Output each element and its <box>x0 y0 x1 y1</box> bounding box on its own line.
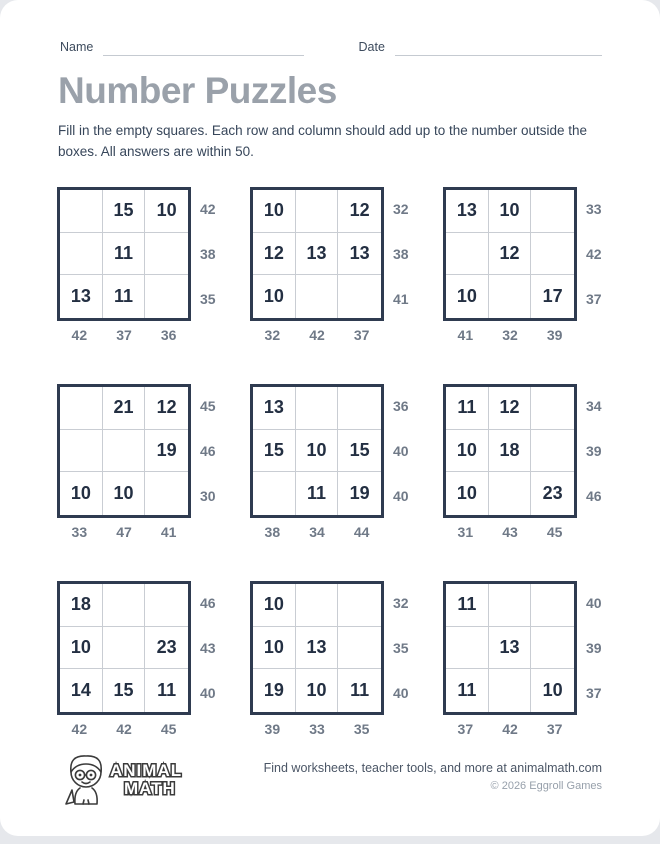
header-fields <box>60 40 602 56</box>
puzzle-3-cell-r1c3[interactable] <box>531 190 574 233</box>
logo-word-animal: ANIMAL <box>110 761 183 780</box>
puzzle-2-col-sum-3: 37 <box>353 327 370 344</box>
puzzle-9-row-sum-3: 37 <box>586 684 602 701</box>
puzzle-4-row-sum-1: 45 <box>200 398 216 415</box>
puzzle-8-cell-r1c3[interactable] <box>338 584 381 627</box>
puzzle-8-col-sum-3: 35 <box>353 721 370 738</box>
puzzle-3-cell-r3c1: 10 <box>446 275 489 318</box>
puzzles-grid <box>57 187 660 737</box>
puzzle-3-cell-r2c3[interactable] <box>531 233 574 276</box>
puzzle-1 <box>57 187 221 343</box>
puzzle-1-cell-r3c1: 13 <box>60 275 103 318</box>
puzzle-2-board <box>250 187 384 321</box>
puzzle-9 <box>443 581 607 737</box>
puzzle-7-col-sum-3: 45 <box>160 721 177 738</box>
puzzle-9-cell-r1c2[interactable] <box>489 584 532 627</box>
puzzle-3-cell-r1c1: 13 <box>446 190 489 233</box>
puzzle-7-row-sum-3: 40 <box>200 684 216 701</box>
puzzle-6-board <box>443 384 577 518</box>
puzzle-6-row-sum-2: 39 <box>586 443 602 460</box>
puzzle-3-col-sums <box>443 321 577 343</box>
puzzle-1-row-sum-3: 35 <box>200 290 216 307</box>
puzzle-2-row-sums <box>384 187 414 321</box>
puzzle-7-cell-r2c1: 10 <box>60 627 103 670</box>
puzzle-9-cell-r2c2: 13 <box>489 627 532 670</box>
puzzle-9-row-sum-2: 39 <box>586 640 602 657</box>
puzzle-6-cell-r3c3: 23 <box>542 483 563 504</box>
puzzle-6-col-sum-1: 31 <box>457 524 474 541</box>
footer <box>58 746 602 808</box>
puzzle-3-cell-r3c3: 17 <box>542 286 563 307</box>
puzzle-1-cell-r3c3[interactable] <box>145 275 188 318</box>
puzzle-1-row-sums <box>191 187 221 321</box>
puzzle-1-board <box>57 187 191 321</box>
puzzle-8-col-sum-1: 39 <box>264 721 281 738</box>
puzzle-9-row-sums <box>577 581 607 715</box>
puzzle-8-cell-r2c3[interactable] <box>338 627 381 670</box>
puzzle-2-row-sum-2: 38 <box>393 246 409 263</box>
puzzle-3-cell-r3c2[interactable] <box>489 275 532 318</box>
puzzle-1-row-sum-2: 38 <box>200 246 216 263</box>
puzzle-1-col-sum-3: 36 <box>160 327 177 344</box>
puzzle-3-board <box>443 187 577 321</box>
puzzle-4-cell-r1c3: 12 <box>145 387 188 430</box>
puzzle-6-row-sums <box>577 384 607 518</box>
puzzle-5-cell-r2c3: 15 <box>338 430 381 473</box>
puzzle-5-board <box>250 384 384 518</box>
puzzle-4-row-sum-2: 46 <box>200 443 216 460</box>
puzzle-7-cell-r3c2: 15 <box>103 669 146 712</box>
puzzle-5-row-sum-2: 40 <box>393 443 409 460</box>
puzzle-9-cell-r1c1: 11 <box>446 584 489 627</box>
puzzle-7-board <box>57 581 191 715</box>
puzzle-3-row-sums <box>577 187 607 321</box>
puzzle-4-col-sum-2: 47 <box>116 524 132 541</box>
puzzle-6-col-sum-3: 45 <box>546 524 563 541</box>
puzzle-1-cell-r1c1[interactable] <box>60 190 103 233</box>
puzzle-1-cell-r1c2: 15 <box>103 190 146 233</box>
puzzle-6-cell-r3c1: 10 <box>446 472 489 515</box>
puzzle-2 <box>250 187 414 343</box>
puzzle-5-col-sum-3: 44 <box>353 524 370 541</box>
puzzle-5-cell-r3c3: 19 <box>349 483 370 504</box>
name-label: Name <box>60 40 94 54</box>
puzzle-9-col-sum-1: 37 <box>457 721 474 738</box>
puzzle-9-cell-r2c1[interactable] <box>446 627 489 670</box>
puzzle-6-cell-r1c3[interactable] <box>531 387 574 430</box>
puzzle-7-cell-r1c3[interactable] <box>145 584 188 627</box>
puzzle-5-cell-r1c1: 13 <box>253 387 296 430</box>
puzzle-9-board <box>443 581 577 715</box>
puzzle-4-cell-r2c2[interactable] <box>103 430 146 473</box>
date-input-line[interactable] <box>395 41 602 56</box>
puzzle-6-col-sums <box>443 518 577 540</box>
puzzle-6-cell-r1c1: 11 <box>446 387 489 430</box>
puzzle-2-cell-r3c3[interactable] <box>338 275 381 318</box>
puzzle-2-row-sum-1: 32 <box>393 201 409 218</box>
puzzle-5-cell-r2c1: 15 <box>253 430 296 473</box>
puzzle-5-row-sum-1: 36 <box>393 398 409 415</box>
puzzle-2-cell-r2c1: 12 <box>253 233 296 276</box>
puzzle-1-cell-r2c1[interactable] <box>60 233 103 276</box>
puzzle-3-row-sum-3: 37 <box>586 290 602 307</box>
puzzle-7-col-sums <box>57 715 191 737</box>
puzzle-1-col-sum-1: 42 <box>71 327 88 344</box>
puzzle-4-row-sum-3: 30 <box>200 487 216 504</box>
puzzle-7-cell-r3c3: 11 <box>157 680 177 701</box>
puzzle-8-cell-r1c2[interactable] <box>296 584 339 627</box>
puzzle-4-board <box>57 384 191 518</box>
puzzle-2-cell-r1c3: 12 <box>338 190 381 233</box>
puzzle-3-cell-r2c2: 12 <box>489 233 532 276</box>
page-title: Number Puzzles <box>58 70 337 111</box>
puzzle-8-cell-r3c3: 11 <box>350 680 370 701</box>
puzzle-9-cell-r3c2[interactable] <box>489 669 532 712</box>
puzzle-6-cell-r1c2: 12 <box>489 387 532 430</box>
puzzle-3-col-sum-3: 39 <box>546 327 563 344</box>
puzzle-8 <box>250 581 414 737</box>
animal-math-logo-art <box>58 746 186 808</box>
puzzle-6 <box>443 384 607 540</box>
puzzle-2-cell-r2c2: 13 <box>296 233 339 276</box>
puzzle-8-row-sums <box>384 581 414 715</box>
puzzle-1-cell-r2c3[interactable] <box>145 233 188 276</box>
puzzle-1-row-sum-1: 42 <box>200 201 216 218</box>
puzzle-8-row-sum-1: 32 <box>393 595 409 612</box>
puzzle-4-cell-r1c1[interactable] <box>60 387 103 430</box>
puzzle-7-cell-r3c1: 14 <box>60 669 103 712</box>
puzzle-3-row-sum-1: 33 <box>586 201 602 218</box>
puzzle-8-col-sum-2: 33 <box>309 721 325 738</box>
puzzle-4-col-sums <box>57 518 191 540</box>
puzzle-4-cell-r3c2: 10 <box>103 472 146 515</box>
puzzle-2-cell-r3c1: 10 <box>253 275 296 318</box>
puzzle-5-row-sum-3: 40 <box>393 487 409 504</box>
puzzle-5-col-sums <box>250 518 384 540</box>
puzzle-9-col-sum-2: 42 <box>502 721 518 738</box>
puzzle-4-col-sum-3: 41 <box>160 524 177 541</box>
puzzle-7-row-sums <box>191 581 221 715</box>
name-field <box>60 40 304 56</box>
puzzle-4-cell-r2c3: 19 <box>145 430 188 473</box>
puzzle-5-cell-r3c2: 11 <box>296 472 339 515</box>
puzzle-5-col-sum-2: 34 <box>309 524 325 541</box>
puzzle-3-cell-r2c1[interactable] <box>446 233 489 276</box>
puzzle-9-cell-r3c3: 10 <box>542 680 563 701</box>
footer-tagline: Find worksheets, teacher tools, and more at animalmath.com <box>263 761 602 776</box>
puzzle-9-cell-r1c3[interactable] <box>531 584 574 627</box>
puzzle-8-cell-r3c2: 10 <box>296 669 339 712</box>
puzzle-4-row-sums <box>191 384 221 518</box>
puzzle-5-row-sums <box>384 384 414 518</box>
puzzle-1-cell-r3c2: 11 <box>103 275 146 318</box>
puzzle-2-col-sum-1: 32 <box>264 327 281 344</box>
footer-copyright: © 2026 Eggroll Games <box>490 780 602 793</box>
puzzle-8-row-sum-2: 35 <box>393 640 409 657</box>
puzzle-4 <box>57 384 221 540</box>
puzzle-6-col-sum-2: 43 <box>502 524 518 541</box>
puzzle-5-cell-r1c3[interactable] <box>338 387 381 430</box>
puzzle-7-cell-r1c2[interactable] <box>103 584 146 627</box>
puzzle-4-cell-r3c1: 10 <box>60 472 103 515</box>
puzzle-8-row-sum-3: 40 <box>393 684 409 701</box>
puzzle-1-col-sums <box>57 321 191 343</box>
puzzle-5-cell-r2c2: 10 <box>296 430 339 473</box>
logo-word-math: MATH <box>124 779 176 798</box>
girl-mascot-icon <box>66 756 101 804</box>
puzzle-9-cell-r2c3[interactable] <box>531 627 574 670</box>
puzzle-8-cell-r3c1: 19 <box>253 669 296 712</box>
puzzle-6-row-sum-1: 34 <box>586 398 602 415</box>
puzzle-2-cell-r1c2[interactable] <box>296 190 339 233</box>
puzzle-7-col-sum-1: 42 <box>71 721 88 738</box>
puzzle-7-cell-r2c3: 23 <box>145 627 188 670</box>
puzzle-5-cell-r3c1[interactable] <box>253 472 296 515</box>
puzzle-8-cell-r2c1: 10 <box>253 627 296 670</box>
puzzle-2-col-sum-2: 42 <box>309 327 325 344</box>
puzzle-6-cell-r3c2[interactable] <box>489 472 532 515</box>
puzzle-3-col-sum-2: 32 <box>502 327 518 344</box>
name-input-line[interactable] <box>103 41 303 56</box>
puzzle-5-col-sum-1: 38 <box>264 524 281 541</box>
puzzle-6-cell-r2c2: 18 <box>489 430 532 473</box>
date-label: Date <box>358 40 385 54</box>
date-field <box>359 40 603 56</box>
puzzle-7-cell-r2c2[interactable] <box>103 627 146 670</box>
puzzle-9-col-sum-3: 37 <box>546 721 563 738</box>
puzzle-3-row-sum-2: 42 <box>586 246 602 263</box>
instructions-text: Fill in the empty squares. Each row and column should add up to the number outside the boxes. All answers are within 50. <box>58 122 588 160</box>
puzzle-8-cell-r2c2: 13 <box>296 627 339 670</box>
puzzle-7-cell-r1c1: 18 <box>60 584 103 627</box>
puzzle-4-cell-r1c2: 21 <box>103 387 146 430</box>
animal-math-logo <box>58 746 186 808</box>
puzzle-2-cell-r1c1: 10 <box>253 190 296 233</box>
puzzle-8-board <box>250 581 384 715</box>
puzzle-1-col-sum-2: 37 <box>116 327 132 344</box>
puzzle-7 <box>57 581 221 737</box>
puzzle-9-cell-r3c1: 11 <box>446 669 489 712</box>
puzzle-6-cell-r2c3[interactable] <box>531 430 574 473</box>
puzzle-7-row-sum-1: 46 <box>200 595 216 612</box>
puzzle-2-row-sum-3: 41 <box>393 290 409 307</box>
puzzle-2-cell-r2c3: 13 <box>338 233 381 276</box>
puzzle-6-cell-r2c1: 10 <box>446 430 489 473</box>
puzzle-2-cell-r3c2[interactable] <box>296 275 339 318</box>
puzzle-6-row-sum-3: 46 <box>586 487 602 504</box>
puzzle-3-col-sum-1: 41 <box>457 327 474 344</box>
puzzle-9-col-sums <box>443 715 577 737</box>
puzzle-4-cell-r2c1[interactable] <box>60 430 103 473</box>
puzzle-7-col-sum-2: 42 <box>116 721 132 738</box>
puzzle-3 <box>443 187 607 343</box>
footer-text <box>264 759 602 794</box>
puzzle-5-cell-r1c2[interactable] <box>296 387 339 430</box>
puzzle-1-cell-r1c3: 10 <box>145 190 188 233</box>
puzzle-8-cell-r1c1: 10 <box>253 584 296 627</box>
puzzle-3-cell-r1c2: 10 <box>489 190 532 233</box>
puzzle-8-col-sums <box>250 715 384 737</box>
puzzle-4-col-sum-1: 33 <box>71 524 88 541</box>
puzzle-4-cell-r3c3[interactable] <box>145 472 188 515</box>
puzzle-1-cell-r2c2: 11 <box>103 233 146 276</box>
puzzle-5 <box>250 384 414 540</box>
puzzle-2-col-sums <box>250 321 384 343</box>
puzzle-9-row-sum-1: 40 <box>586 595 602 612</box>
puzzle-7-row-sum-2: 43 <box>200 640 216 657</box>
